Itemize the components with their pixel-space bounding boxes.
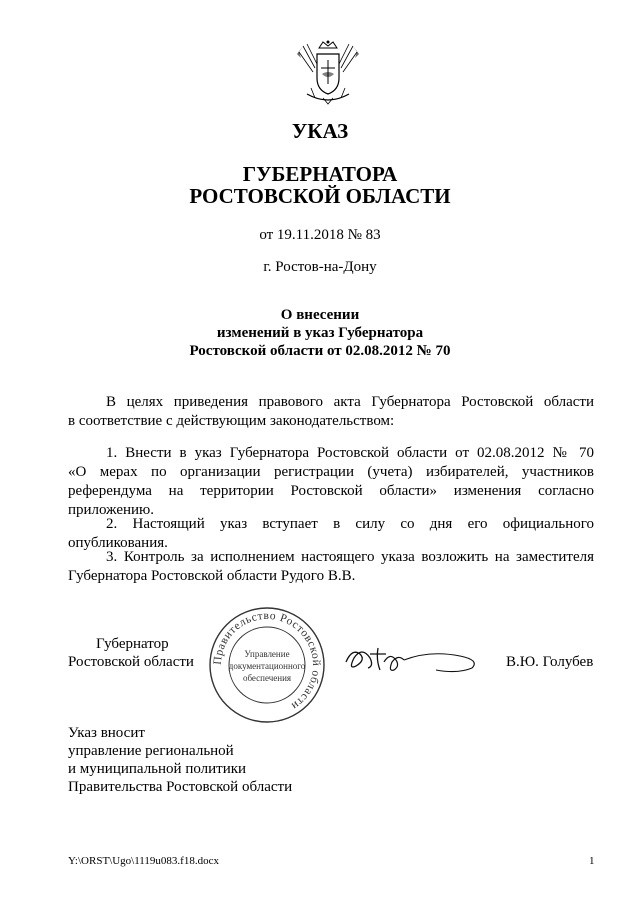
footer-page-number: 1 (589, 855, 595, 867)
stamp-inner-line-2: документационного (228, 661, 306, 671)
item-3-line-1: 3. Контроль за исполнением настоящего указа возложить на заместителя (106, 549, 594, 565)
submitted-by-line-4: Правительства Ростовской области (68, 779, 293, 795)
item-3-paragraph (68, 548, 594, 586)
document-city: г. Ростов-на-Дону (263, 259, 377, 275)
subject-line-2: изменений в указ Губернатора (216, 325, 424, 341)
document-type-title: УКАЗ (291, 119, 349, 143)
submitted-by-line-1: Указ вносит (68, 725, 145, 741)
item-2-line-2: опубликования. (68, 535, 168, 551)
subject-line-1: О внесении (280, 307, 360, 323)
handwritten-signature (340, 640, 490, 680)
signatory-position-line-1: Губернатор (96, 636, 169, 652)
intro-line-1: В целях приведения правового акта Губернатора Ростовской области (106, 394, 594, 410)
item-3-line-2: Губернатора Ростовской области Рудого В.В. (68, 568, 356, 584)
submitted-by-line-2: управление региональной (68, 743, 234, 759)
document-date-number: от 19.11.2018 № 83 (259, 227, 381, 243)
intro-line-2: в соответствие с действующим законодательством: (68, 413, 395, 429)
stamp-inner-line-1: Управление (244, 649, 290, 659)
item-1-line-4: приложению. (68, 502, 155, 518)
stamp-ring-text: Правительство Ростовской области (211, 609, 323, 713)
coat-of-arms-emblem (293, 38, 363, 108)
item-1-paragraph (68, 444, 594, 520)
item-1-line-1: 1. Внести в указ Губернатора Ростовской области от 02.08.2012 № 70 (106, 445, 594, 461)
issuer-line-2: РОСТОВСКОЙ ОБЛАСТИ (189, 184, 451, 208)
item-2-line-1: 2. Настоящий указ вступает в силу со дня его официального (106, 516, 594, 532)
issuer-line-1: ГУБЕРНАТОРА (242, 162, 398, 186)
item-1-line-3: референдума на территории Ростовской области» изменения согласно (68, 483, 594, 499)
stamp-inner-line-3: обеспечения (242, 673, 292, 683)
signatory-name: В.Ю. Голубев (506, 654, 594, 670)
official-stamp (207, 605, 327, 725)
subject-line-3: Ростовской области от 02.08.2012 № 70 (189, 343, 451, 359)
submitted-by-line-3: и муниципальной политики (68, 761, 247, 777)
intro-paragraph (68, 393, 594, 431)
signatory-position-line-2: Ростовской области (68, 654, 194, 670)
footer-file-path: Y:\ORST\Ugo\1119u083.f18.docx (68, 855, 219, 867)
item-1-line-2: «О мерах по организации регистрации (учета) избирателей, участников (68, 464, 594, 480)
